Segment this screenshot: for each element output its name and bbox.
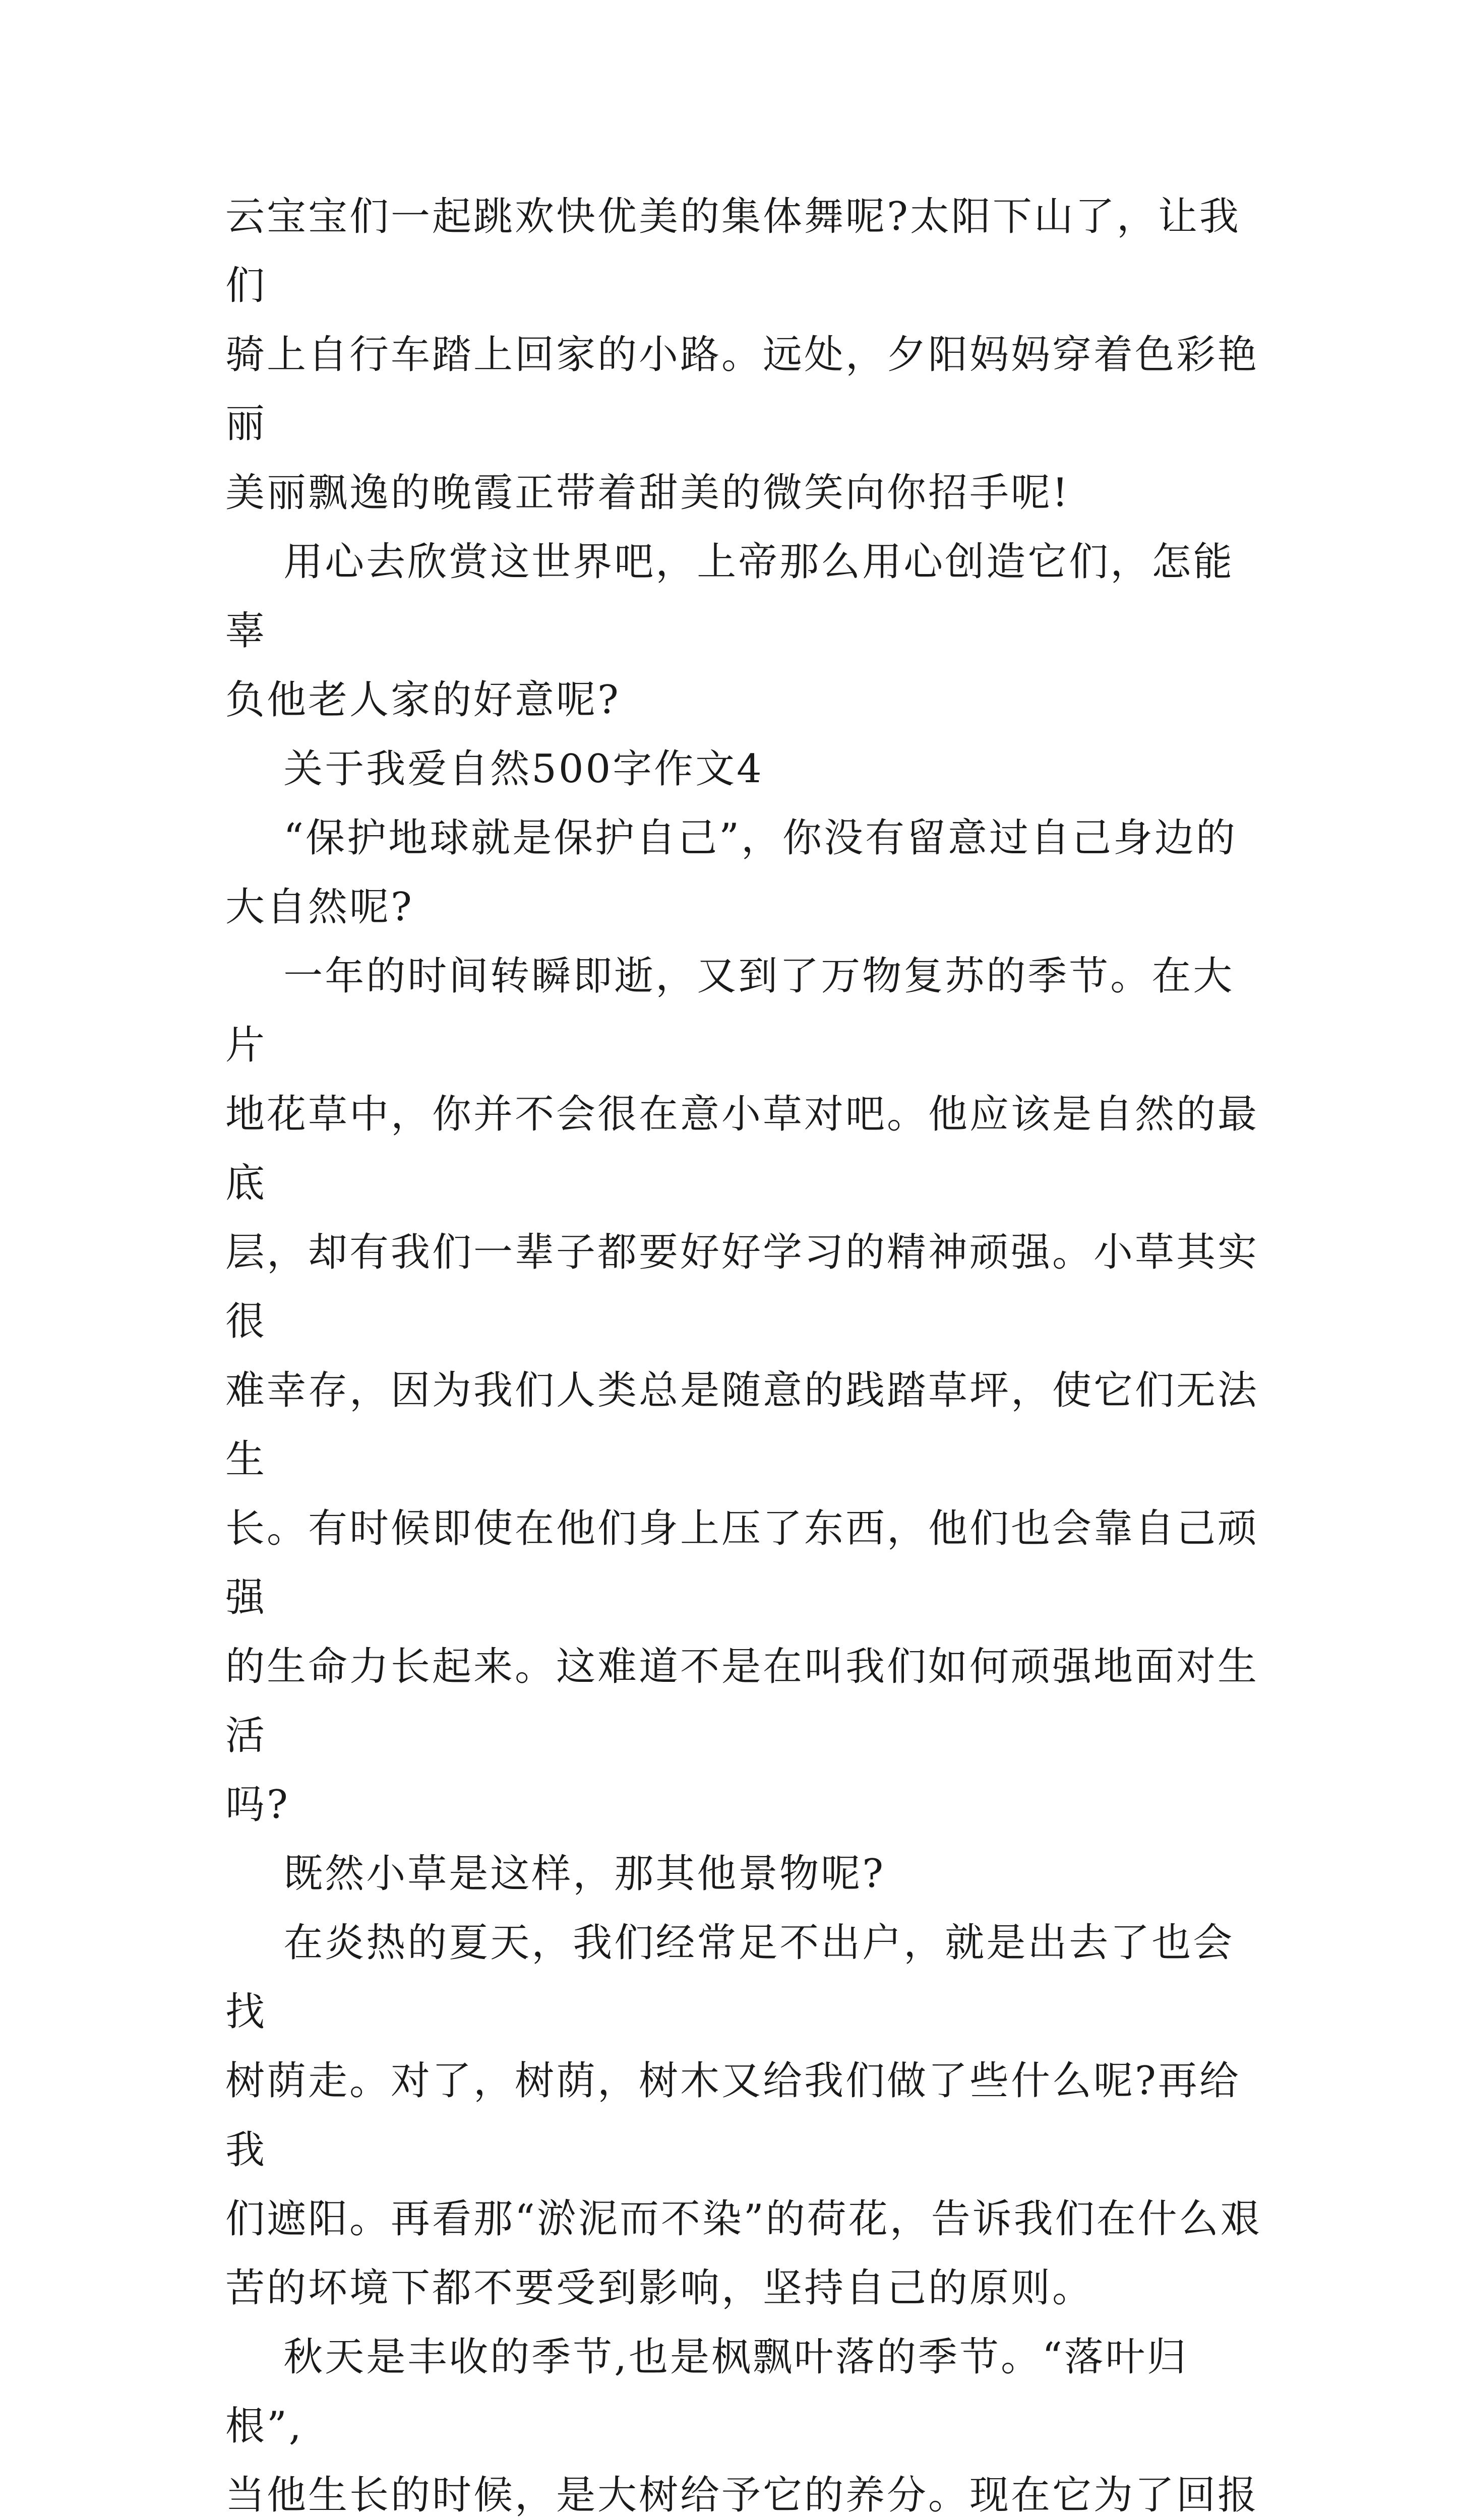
paragraph-7: 在炎热的夏天，我们经常足不出户，就是出去了也会找 树荫走。对了，树荫，树木又给我们做了些什么呢?再给我 们遮阳。再看那“淤泥而不染”的荷花，告诉我们在什么艰 苦的坏境下都不要受到影响，坚持自己的原则。 <box>225 1920 1262 2311</box>
paragraph-4: “保护地球就是保护自己”，你没有留意过自己身边的 大自然呢? <box>225 815 1237 930</box>
paragraph-1: 云宝宝们一起跳欢快优美的集体舞呢?太阳下山了，让我们 骑上自行车踏上回家的小路。远处，夕阳妈妈穿着色彩艳丽 美丽飘逸的晚霞正带着甜美的微笑向你招手呢! <box>225 194 1259 516</box>
document-body <box>225 182 1264 2520</box>
paragraph-3-heading: 关于我爱自然500字作文4 <box>225 746 764 792</box>
paragraph-2: 用心去欣赏这世界吧，上帝那么用心创造它们，怎能辜 负他老人家的好意呢? <box>225 539 1235 723</box>
paragraph-6: 既然小草是这样，那其他景物呢? <box>225 1851 886 1897</box>
paragraph-8: 秋天是丰收的季节,也是枫飘叶落的季节。“落叶归根”, 当他生长的时候，是大树给予它的养分。现在它为了回报 <box>225 2335 1259 2518</box>
paragraph-5: 一年的时间转瞬即逝，又到了万物复苏的季节。在大片 地花草中，你并不会很在意小草对吧。他应该是自然的最底 层，却有我们一辈子都要好好学习的精神顽强。小草其实很 难幸存，因为我们人类总是随意的践踏草坪，使它们无法生 长。有时候即使在他们身上压了东西，他们也会靠自己顽强 的生命力长起来。这难道不是在叫我们如何顽强地面对生活 吗? <box>225 954 1259 1828</box>
